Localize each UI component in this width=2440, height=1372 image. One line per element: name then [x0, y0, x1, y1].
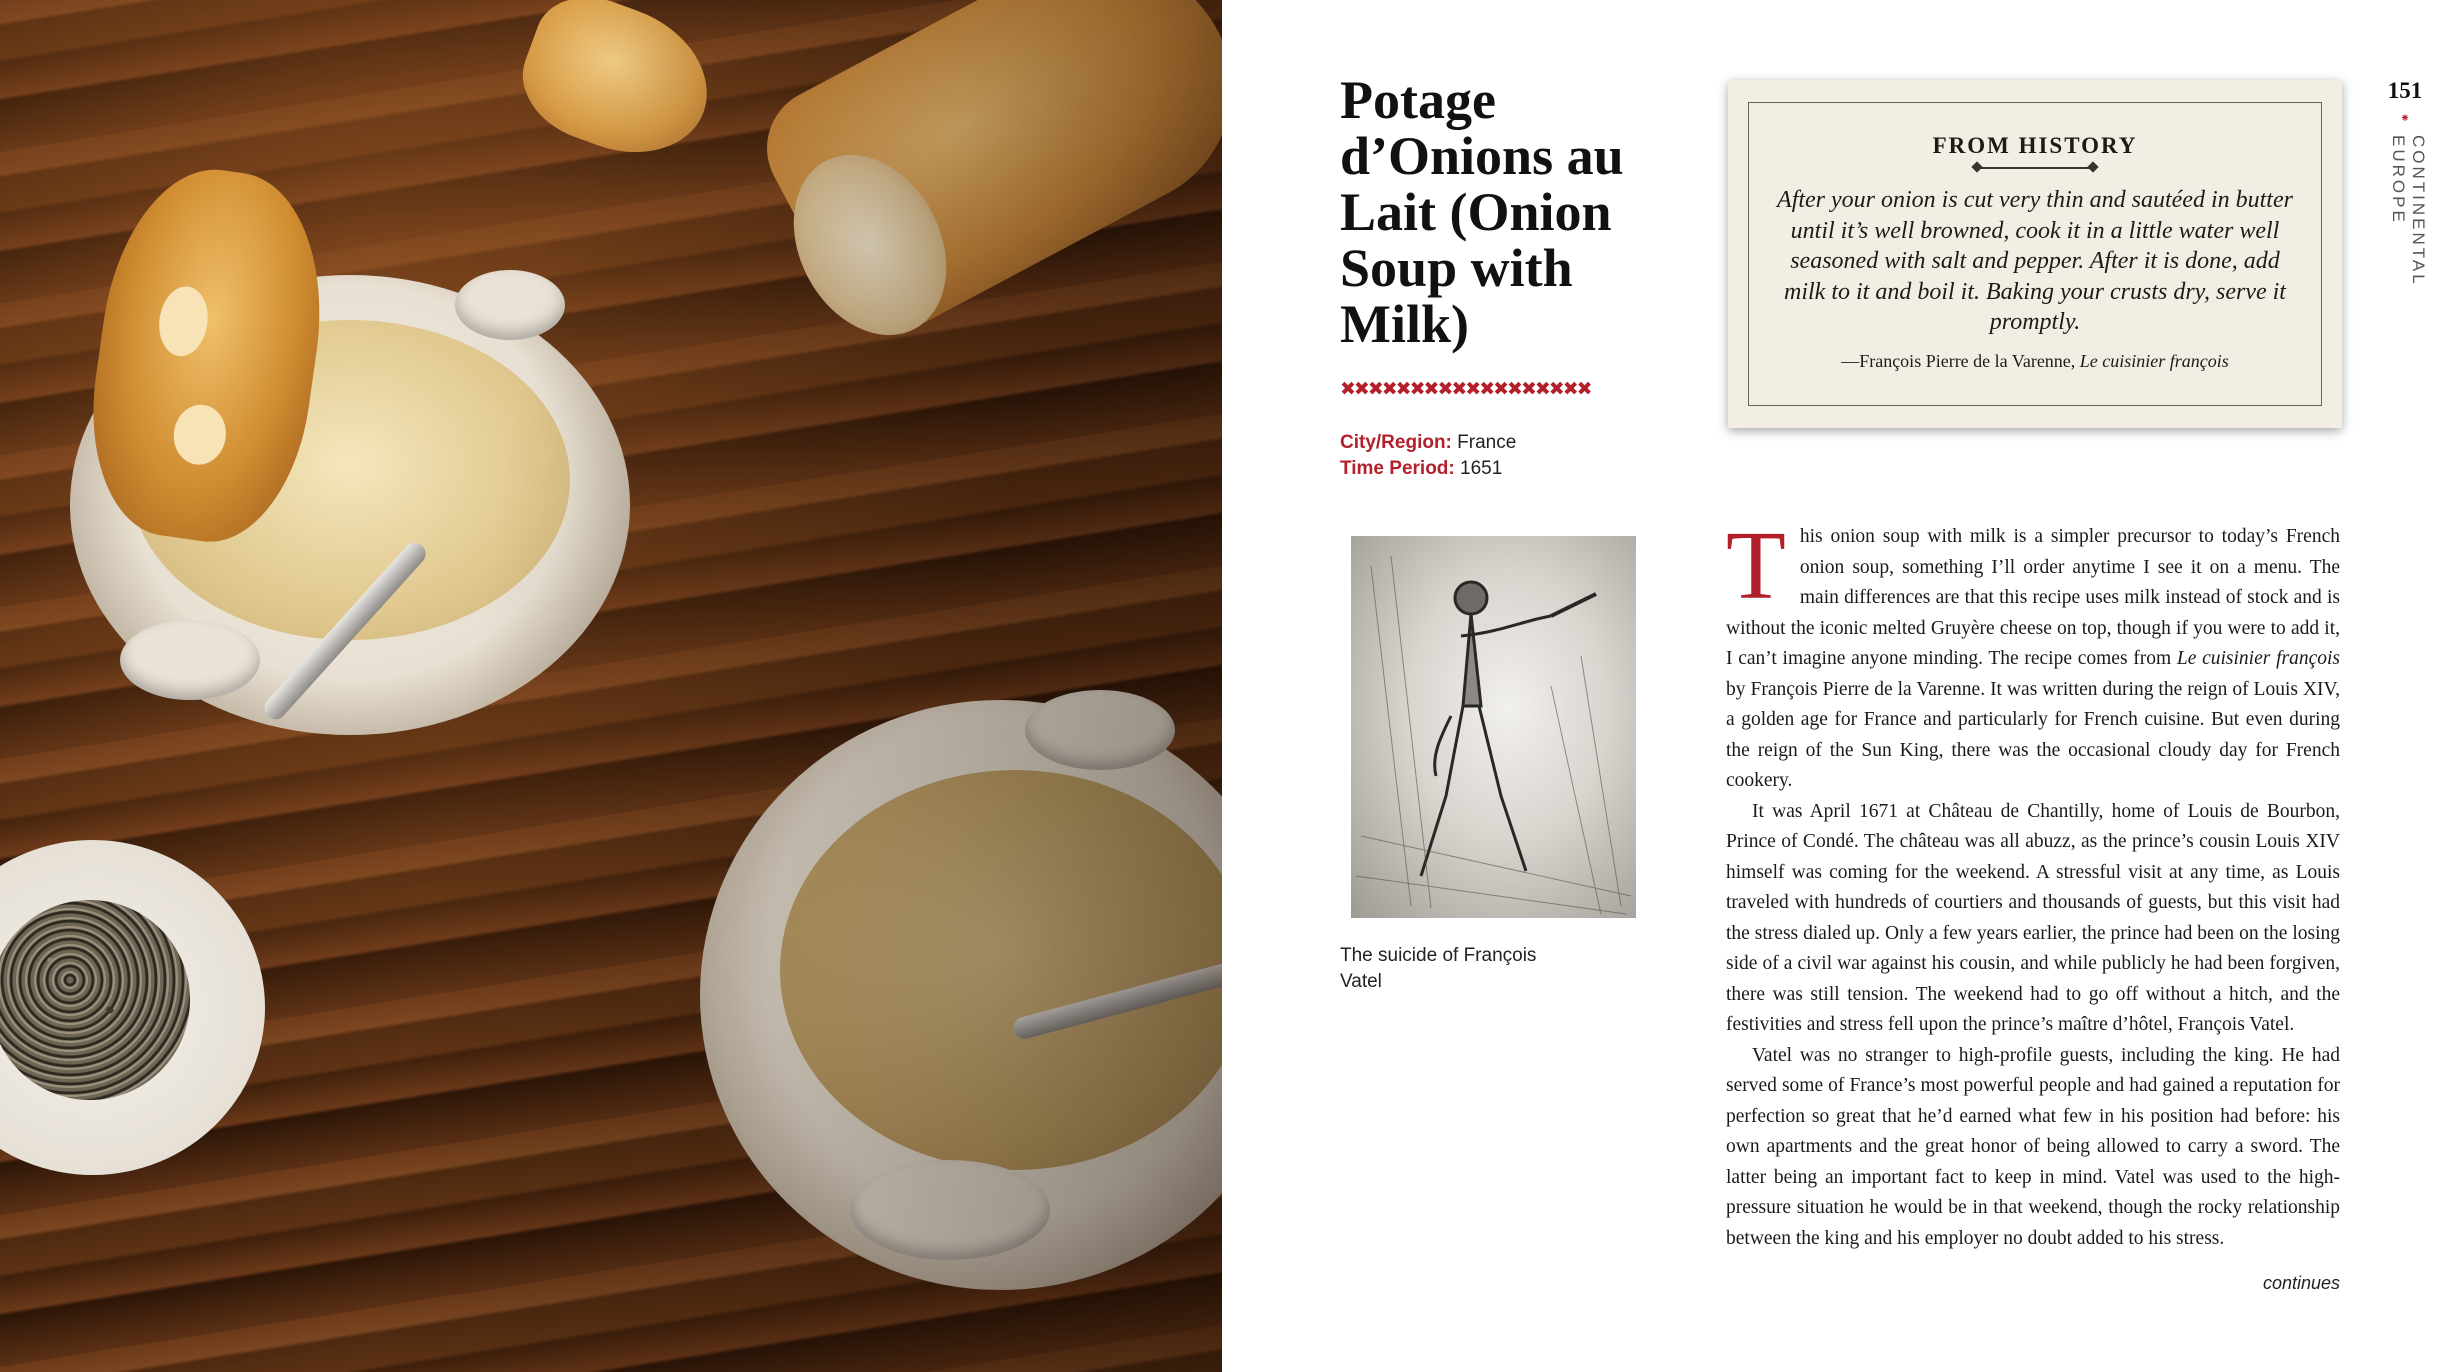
attribution-work: Le cuisinier françois: [2079, 351, 2229, 371]
history-quote: After your onion is cut very thin and sautéed in butter until it’s well browned, cook it in a little water well seasoned with salt and pepper. After it is done, add milk to it and boil it. Baking your crusts dry, serve it promptly.: [1777, 187, 2293, 335]
time-period-value: 1651: [1460, 458, 1503, 479]
section-tab: [2388, 135, 2428, 375]
from-history-box: [1728, 80, 2342, 428]
body-paragraph: It was April 1671 at Château de Chantilly, home of Louis de Bourbon, Prince of Condé. The château was all abuzz, as the prince’s cousin Louis XIV himself was coming for the weekend. A stressful visit at any time, as Louis traveled with hundreds of courtiers and thousands of guests, but this visit had the stress dialed up. Only a few years earlier, the prince had been on the losing side of a civil war against his cousin, and while publicly he had been forgiven, there was still tension. The weekend had to go off without a hitch, and the festivities and stress fell upon the prince’s maître d’hôtel, François Vatel.: [1726, 800, 2340, 1035]
cross-stitch-divider: ✖✖✖✖✖✖✖✖✖✖✖✖✖✖✖✖✖✖: [1340, 378, 1591, 400]
book-title: Le cuisinier françois: [2176, 648, 2340, 669]
vatel-engraving-illustration: [1351, 536, 1636, 918]
engraving-figure: [1351, 536, 1636, 918]
illustration-caption: The suicide of François Vatel: [1340, 945, 1537, 992]
body-text: [1726, 512, 2340, 1254]
box-heading: FROM HISTORY: [1932, 133, 2138, 158]
recipe-title: Potage d’Onions au Lait (Onion Soup with Milk): [1340, 70, 1624, 354]
body-text-run: by François Pierre de la Varenne. It was written during the reign of Louis XIV, a golden age for France and particularly for French cuisine. But even during the reign of the Sun King, there was the occasional cloudy day for French cookery.: [1726, 678, 2340, 791]
body-text-run: his onion soup with milk is a simpler precursor to today’s French onion soup, something I’ll order anytime I see it on a menu. The main differences are that this recipe uses milk instead of stock and is without the iconic melted Gruyère cheese on top, though if you were to add it, I can’t imagine anyone minding. The recipe comes from: [1726, 526, 2340, 669]
attribution-author: —François Pierre de la Varenne,: [1841, 351, 2080, 371]
drop-cap: T: [1726, 512, 1786, 620]
continues-label: continues: [2262, 1273, 2340, 1293]
time-period: [1340, 458, 1502, 480]
box-frame: [1748, 102, 2322, 406]
section-name: CONTINENTAL EUROPE: [2389, 135, 2428, 287]
time-period-label: Time Period:: [1340, 458, 1455, 479]
quote-attribution: [1749, 351, 2321, 372]
heading-ornament: [1975, 167, 2095, 169]
page-number-ornament: ⁕: [2399, 111, 2411, 125]
page-number: 151: [2387, 78, 2423, 103]
city-region-label: City/Region:: [1340, 432, 1452, 453]
body-paragraph: Vatel was no stranger to high-profile guests, including the king. He had served some of France’s most powerful people and had gained a reputation for perfection so great that he’d earned what few in his position had before: his own apartments and the great honor of being allowed to carry a sword. The latter being an important fact to keep in mind. Vatel was used to the high-pressure situation he would be in that weekend, though the rocky relationship between the king and his employer no doubt added to his stress.: [1726, 1044, 2340, 1249]
city-region: [1340, 432, 1516, 454]
city-region-value: France: [1457, 432, 1517, 453]
body-paragraph: [1726, 512, 2340, 797]
